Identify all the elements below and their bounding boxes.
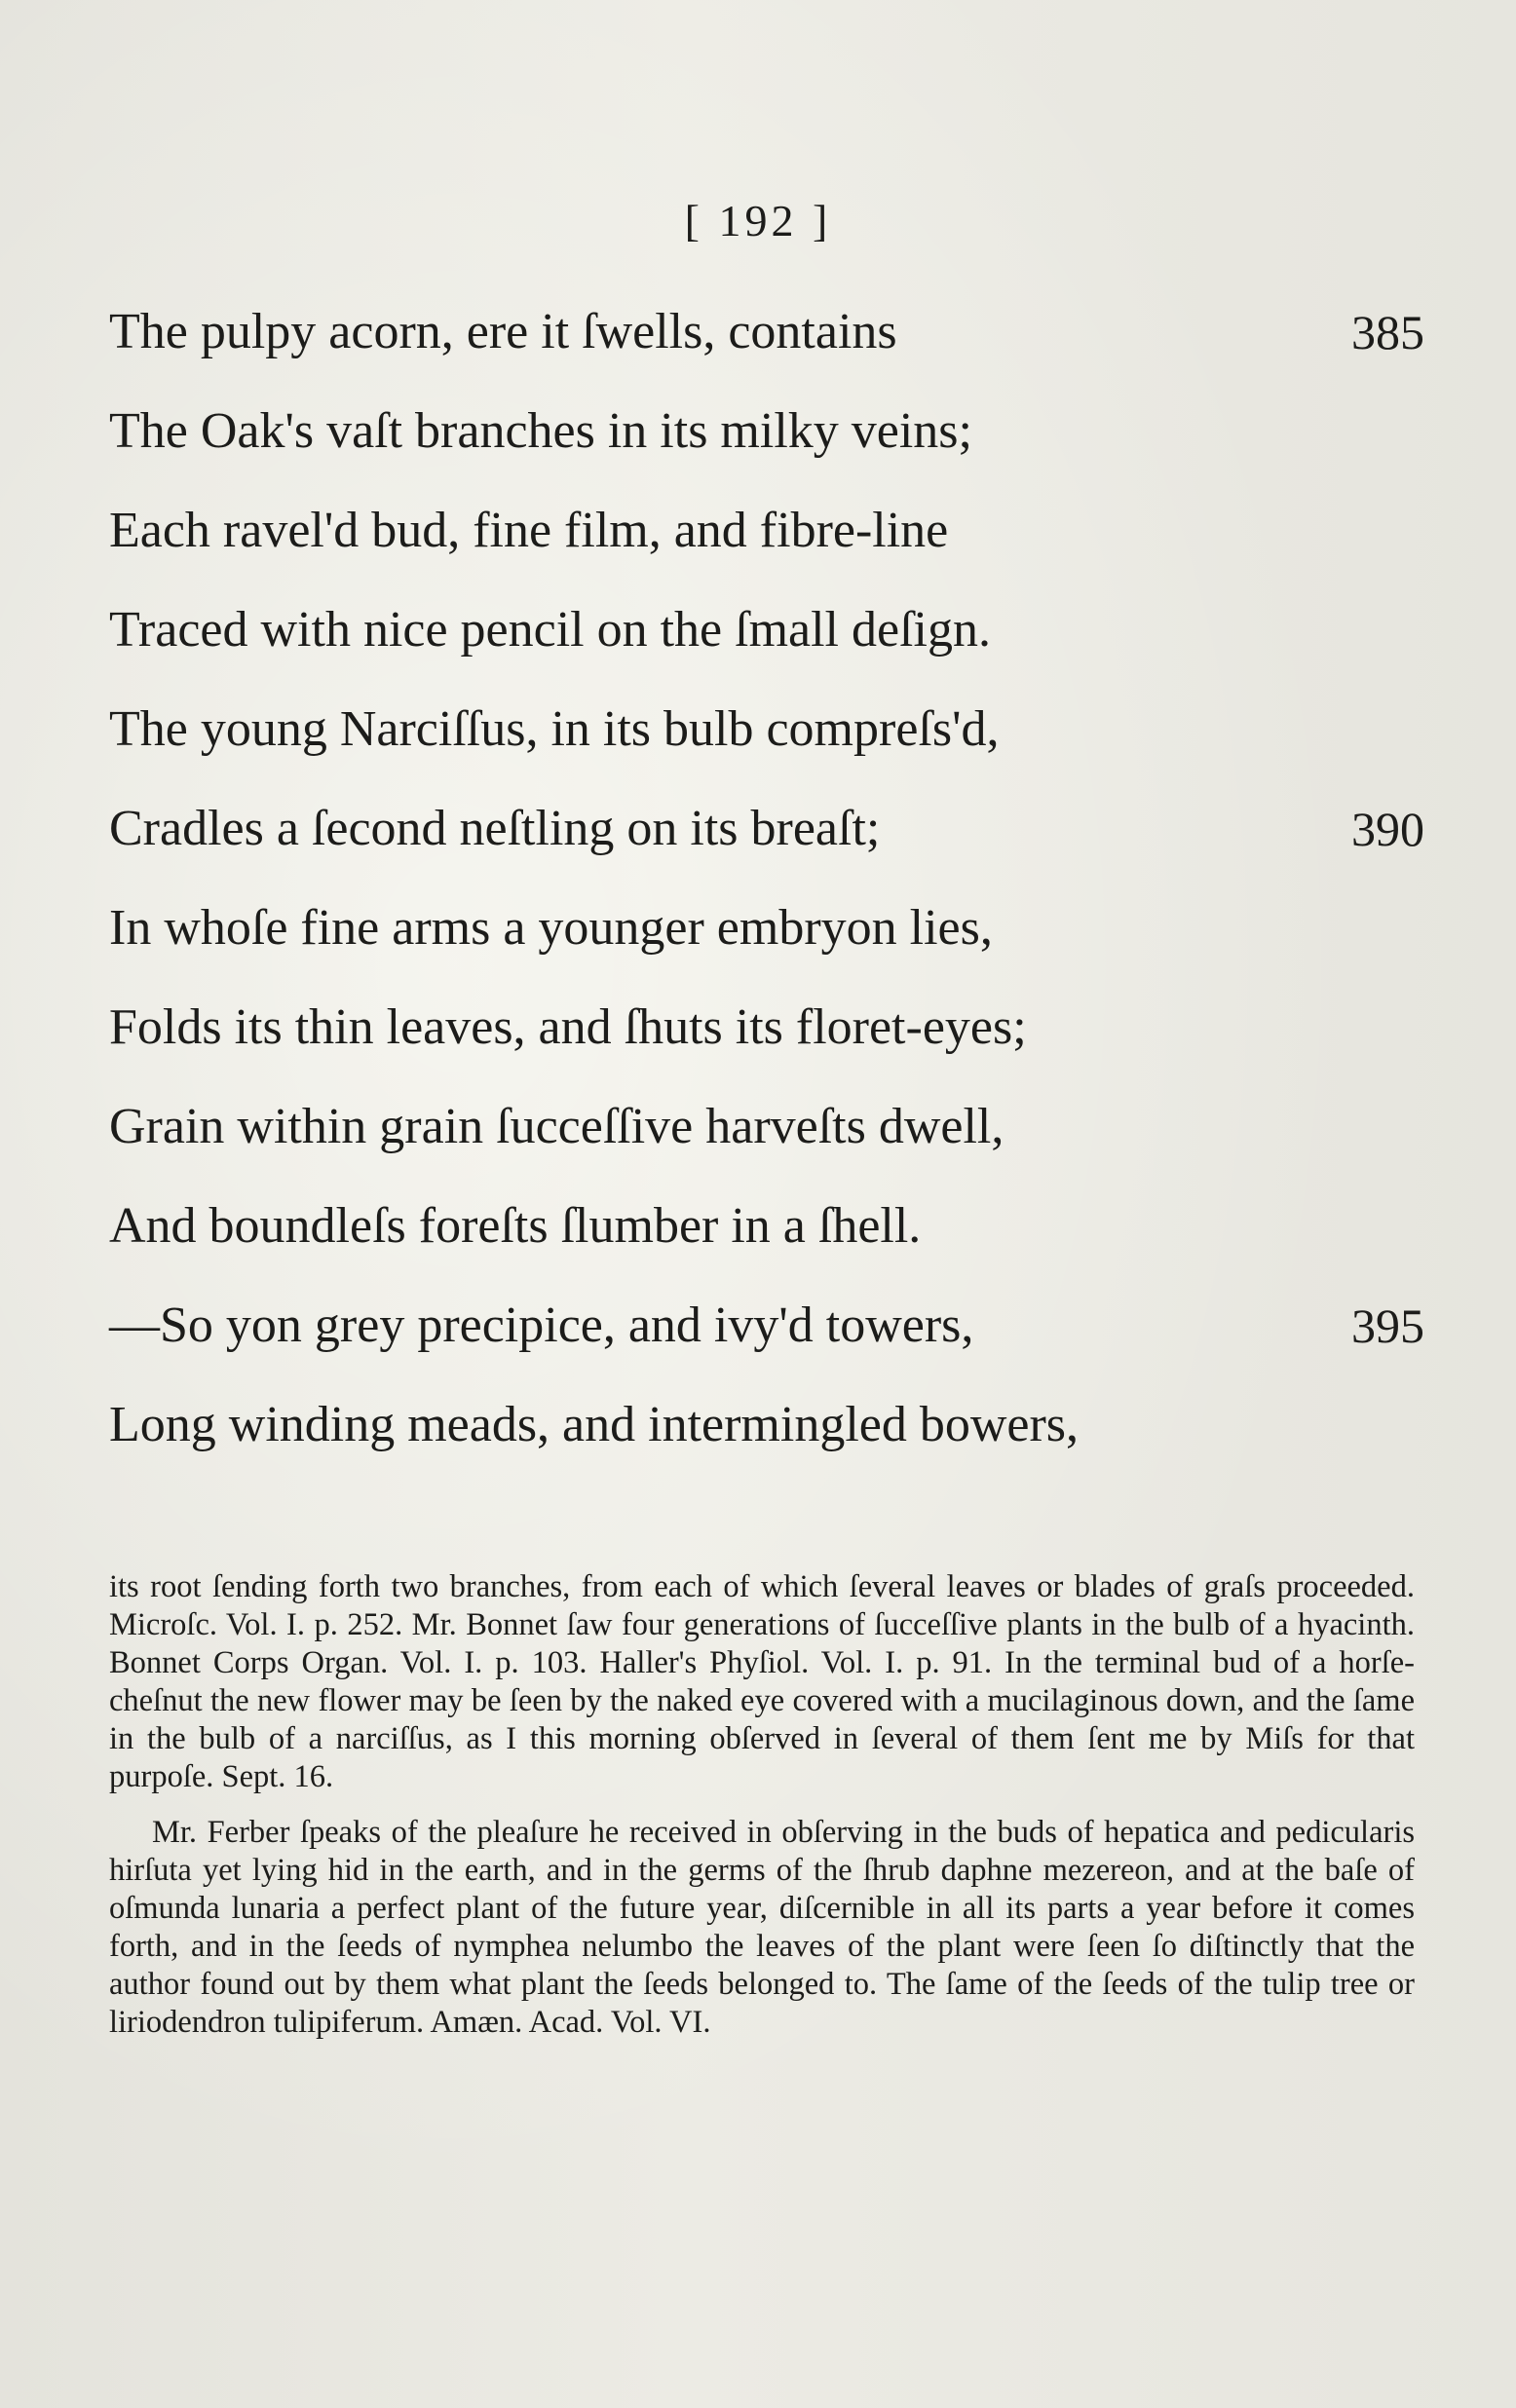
verse-text: And boundleſs foreſts ſlumber in a ſhell.	[109, 1198, 922, 1254]
verse-text: The Oak's vaſt branches in its milky veins;	[109, 403, 972, 459]
line-number: 385	[1351, 305, 1424, 359]
verse-line	[109, 879, 1415, 978]
verse-text: Each ravel'd bud, fine film, and fibre-line	[109, 503, 949, 558]
verse-text: Grain within grain ſucceſſive harveſts dwell,	[109, 1099, 1004, 1154]
verse-line	[109, 1177, 1415, 1276]
page-number: [ 192 ]	[684, 196, 832, 245]
verse-text: The pulpy acorn, ere it ſwells, contains	[109, 304, 897, 359]
verse-text: Long winding meads, and intermingled bowers,	[109, 1397, 1080, 1452]
verse-text: Folds its thin leaves, and ſhuts its floret-eyes;	[109, 999, 1027, 1055]
verse-line	[109, 581, 1415, 680]
verse-text: —So yon grey precipice, and ivy'd towers,	[109, 1298, 974, 1353]
verse-line	[109, 1276, 1424, 1375]
footnotes	[109, 1568, 1415, 2059]
footnote-paragraph: its root ſending forth two branches, from each of which ſeveral leaves or blades of graſs proceeded. Microſc. Vol. I. p. 252. Mr. Bonnet ſaw four generations of ſucceſſive plants in the bulb of a hyacinth. Bonnet Corps Organ. Vol. I. p. 103. Haller's Phyſiol. Vol. I. p. 91. In the terminal bud of a horſe-cheſnut the new flower may be ſeen by the naked eye covered with a mucilaginous down, and the ſame in the bulb of a narciſſus, as I this morning obſerved in ſeveral of them ſent me by Miſs for that purpoſe. Sept. 16.	[109, 1569, 1415, 1794]
verse-text: Traced with nice pencil on the ſmall deſign.	[109, 602, 991, 658]
verse-line	[109, 1375, 1415, 1475]
verse-text: The young Narciſſus, in its bulb compreſs'd,	[109, 701, 1000, 757]
verse-line	[109, 1077, 1415, 1177]
verse-block	[109, 282, 1424, 1475]
verse-line	[109, 282, 1424, 382]
verse-text: In whoſe fine arms a younger embryon lies,	[109, 900, 993, 956]
line-number: 390	[1351, 802, 1424, 856]
footnote-paragraph: Mr. Ferber ſpeaks of the pleaſure he received in obſerving in the buds of hepatica and pedicularis hirſuta yet lying hid in the earth, and in the germs of the ſhrub daphne mezereon, and at the baſe of oſmunda lunaria a perfect plant of the future year, diſcernible in all its parts a year before it comes forth, and in the ſeeds of nymphea nelumbo the leaves of the plant were ſeen ſo diſtinctly that the author found out by them what plant the ſeeds belonged to. The ſame of the ſeeds of the tulip tree or liriodendron tulipiferum. Amæn. Acad. Vol. VI.	[109, 1815, 1415, 2040]
verse-line	[109, 481, 1415, 581]
verse-line	[109, 680, 1415, 779]
line-number: 395	[1351, 1298, 1424, 1353]
verse-line	[109, 978, 1415, 1077]
verse-text: Cradles a ſecond neſtling on its breaſt;	[109, 801, 881, 856]
verse-line	[109, 382, 1415, 481]
verse-line	[109, 779, 1424, 879]
